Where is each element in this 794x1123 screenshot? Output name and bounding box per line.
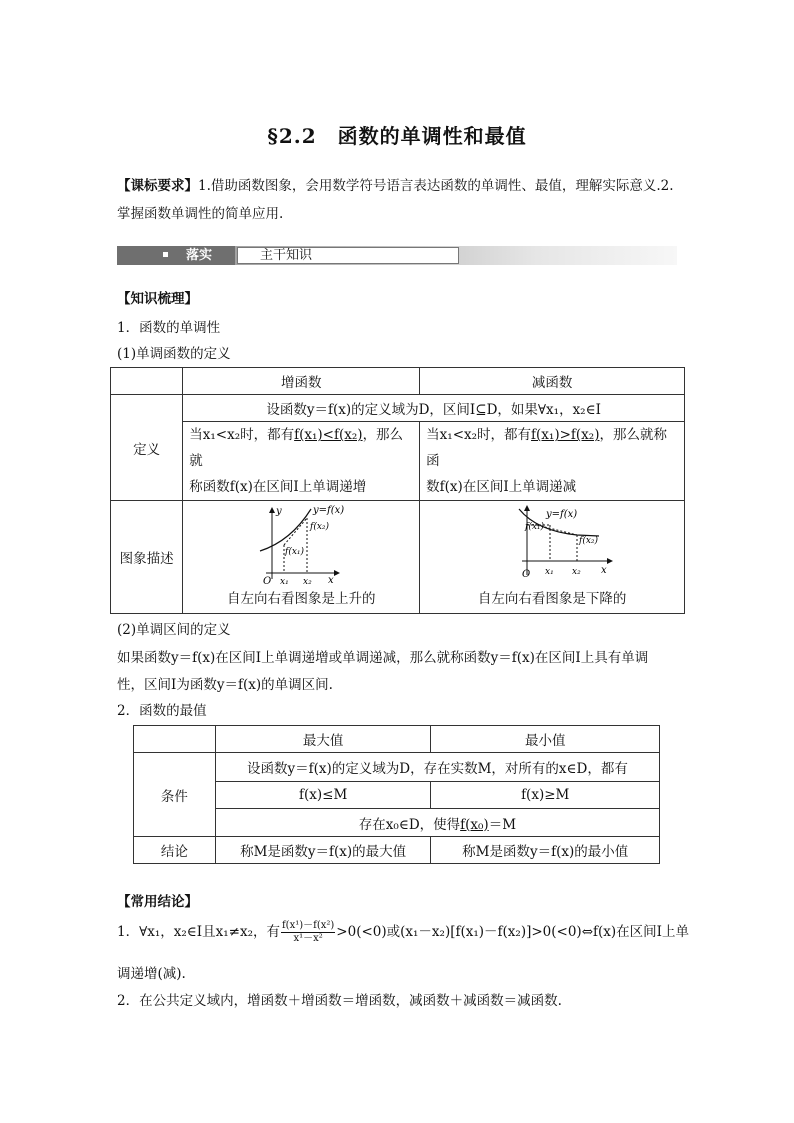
- svg-text:f(x₁): f(x₁): [525, 522, 545, 532]
- condition-min: f(x)≥M: [431, 782, 660, 809]
- knowledge-heading: 【知识梳理】: [117, 291, 198, 307]
- col-min: 最小值: [431, 726, 660, 753]
- banner-label: 落实: [117, 246, 235, 265]
- sub2-text-line1: 如果函数y＝f(x)在区间I上单调递增或单调递减，那么就称函数y＝f(x)在区间I上具有单调: [117, 650, 649, 666]
- svg-text:f(x₁): f(x₁): [285, 547, 305, 557]
- increasing-graph: [186, 503, 416, 585]
- decreasing-graph: [427, 503, 677, 585]
- page-title: §2.2 函数的单调性和最值: [267, 124, 527, 148]
- conclusion-1-line1: 1．∀x₁，x₂∈I且x₁≠x₂，有 $\frac{\text{f(x¹)－f(x²)}}{\text{x¹－x²}}$ >0(<0)或(x₁－x₂)[f(x₁)－f(x₂)]>0(<0)⇔f(x)在区间I上单: [117, 920, 689, 944]
- svg-text:O: O: [522, 569, 531, 580]
- conclusions-heading: 【常用结论】: [117, 894, 198, 910]
- definition-decreasing: 当x₁<x₂时，都有f(x₁)>f(x₂)，那么就称函 数f(x)在区间I上单调递减: [420, 422, 685, 501]
- monotonic-table: [110, 367, 685, 614]
- row-definition-label: 定义: [111, 395, 183, 501]
- conclusion-1-line2: 调递增(减).: [117, 966, 186, 982]
- extremum-table: [133, 725, 660, 864]
- svg-text:O: O: [263, 576, 272, 585]
- svg-text:x₁: x₁: [280, 577, 289, 585]
- row-conclusion-label: 结论: [134, 837, 216, 864]
- svg-text:f(x₂): f(x₂): [310, 522, 330, 532]
- requirement-text: 1.借助函数图象，会用数学符号语言表达函数的单调性、最值，理解实际意义.2.掌握函数单调性的简单应用.: [117, 178, 674, 222]
- svg-text:x: x: [601, 565, 607, 576]
- definition-common: 设函数y＝f(x)的定义域为D，区间I⊆D，如果∀x₁，x₂∈I: [183, 395, 685, 422]
- condition-common: 设函数y＝f(x)的定义域为D，存在实数M，对所有的x∈D，都有: [215, 753, 659, 782]
- col-increasing: 增函数: [183, 368, 420, 395]
- sub2-text-line2: 性，区间I为函数y＝f(x)的单调区间.: [117, 677, 333, 693]
- banner-box-label: 主干知识: [237, 247, 459, 264]
- svg-text:x₁: x₁: [545, 567, 554, 577]
- conclusion-max: 称M是函数y＝f(x)的最大值: [215, 837, 431, 864]
- graph-increasing-cell: [183, 501, 420, 614]
- item1-heading: 1．函数的单调性: [117, 320, 221, 336]
- item2-heading: 2．函数的最值: [117, 703, 207, 719]
- requirement-label: 【课标要求】: [117, 178, 198, 194]
- svg-text:x: x: [328, 575, 334, 585]
- row-graph-label: 图象描述: [111, 501, 183, 614]
- svg-text:x₂: x₂: [303, 577, 312, 585]
- definition-increasing: 当x₁<x₂时，都有f(x₁)<f(x₂)，那么就 称函数f(x)在区间I上单调递增: [183, 422, 420, 501]
- col-decreasing: 减函数: [420, 368, 685, 395]
- svg-text:y: y: [276, 506, 282, 517]
- conclusion-min: 称M是函数y＝f(x)的最小值: [431, 837, 660, 864]
- graph-increasing-caption: 自左向右看图象是上升的: [226, 591, 376, 607]
- condition-exist: 存在x₀∈D，使得f(x₀)＝M: [215, 809, 659, 837]
- graph-decreasing-caption: 自左向右看图象是下降的: [477, 591, 627, 607]
- condition-max: f(x)≤M: [215, 782, 431, 809]
- graph-decreasing-cell: [420, 501, 685, 614]
- conclusion-2: 2．在公共定义域内，增函数＋增函数＝增函数，减函数＋减函数＝减函数.: [117, 993, 562, 1009]
- svg-text:f(x₂): f(x₂): [579, 536, 599, 546]
- section-banner: [117, 246, 677, 265]
- table-corner: [111, 368, 183, 395]
- table2-corner: [134, 726, 216, 753]
- svg-text:y=f(x): y=f(x): [546, 509, 578, 520]
- sub1-heading: (1)单调函数的定义: [117, 346, 231, 362]
- svg-text:y=f(x): y=f(x): [313, 505, 345, 516]
- row-condition-label: 条件: [134, 753, 216, 837]
- square-bullet-icon: [163, 252, 168, 257]
- col-max: 最大值: [215, 726, 431, 753]
- sub2-heading: (2)单调区间的定义: [117, 622, 231, 638]
- curriculum-requirement: [117, 172, 683, 228]
- difference-quotient: $\frac{\text{f(x¹)－f(x²)}}{\text{x¹－x²}}$: [281, 920, 335, 944]
- svg-text:x₂: x₂: [572, 567, 581, 577]
